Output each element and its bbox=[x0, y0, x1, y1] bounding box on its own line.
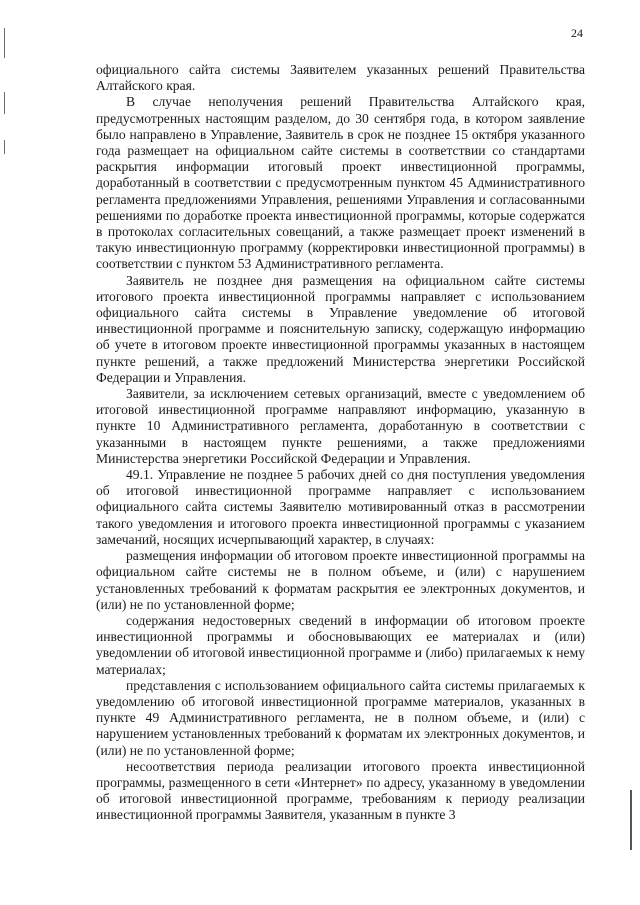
list-item: несоответствия периода реализации итогового проекта инвестиционной программы, размещенного в сети «Интернет» по адресу, указанному в уведомлении об итоговой инвестиционной программе, требованиям к периоду реализации инвестиционной программы Заявителя, указанным в пункте 3 bbox=[96, 758, 585, 823]
scan-edge-mark bbox=[4, 28, 5, 58]
page-number: 24 bbox=[571, 26, 583, 40]
list-item: содержания недостоверных сведений в информации об итоговом проекте инвестиционной программы и обосновывающих ее материалах и (или) уведомлении об итоговой инвестиционной программе и (либо) прилагаемых к нему материалах; bbox=[96, 612, 585, 677]
scan-edge-mark bbox=[4, 140, 5, 154]
list-item: размещения информации об итоговом проекте инвестиционной программы на официальном сайте системы не в полном объеме, и (или) с нарушением установленных требований к форматам раскрытия ее электронных документов, и (или) не по установленной форме; bbox=[96, 548, 585, 612]
paragraph: Заявитель не позднее дня размещения на официальном сайте системы итогового проекта инвестиционной программы направляет с использованием официального сайта системы в Управление уведомление об итоговой инвестиционной программе и пояснительную записку, содержащую информацию об учете в итоговом проекте инвестиционной программы указанных в настоящем пункте решений, а также предложений Министерства энергетики Российской Федерации и Управления. bbox=[96, 272, 585, 385]
paragraph-continuation: официального сайта системы Заявителем указанных решений Правительства Алтайского края. bbox=[96, 62, 585, 94]
scan-edge-mark bbox=[4, 92, 5, 114]
paragraph-clause-49-1: 49.1. Управление не позднее 5 рабочих дней со дня поступления уведомления об итоговой инвестиционной программе направляет с использованием официального сайта системы Заявителю мотивированный отказ в рассмотрении такого уведомления и итогового проекта инвестиционной программы с указанием замечаний, носящих исчерпывающий характер, в случаях: bbox=[96, 467, 585, 547]
document-body bbox=[96, 62, 585, 824]
scan-edge-mark bbox=[630, 790, 632, 850]
paragraph: Заявители, за исключением сетевых организаций, вместе с уведомлением об итоговой инвестиционной программе направляют информацию, указанную в пункте 10 Административного регламента, доработанную в соответствии с указанными в настоящем пункте решениями, а также предложениями Министерства энергетики Российской Федерации и Управления. bbox=[96, 386, 585, 466]
list-item: представления с использованием официального сайта системы прилагаемых к уведомлению об итоговой инвестиционной программе материалов, указанных в пункте 49 Административного регламента, не в полном объеме, и (или) с нарушением установленных требований к форматам их электронных документов, и (или) не по установленной форме; bbox=[96, 677, 585, 758]
paragraph: В случае неполучения решений Правительства Алтайского края, предусмотренных настоящим разделом, до 30 сентября года, в котором заявление было направлено в Управление, Заявитель в срок не позднее 15 октября указанного года размещает на официальном сайте системы в соответствии со стандартами раскрытия информации итоговый проект инвестиционной программы, доработанный в соответствии с предусмотренным пунктом 45 Административного регламента предложениями Управления, решениями Управления и согласованными решениями по доработке проекта инвестиционной программы, которые содержатся в протоколах согласительных совещаний, а также размещает проект изменений в такую инвестиционную программу (корректировки инвестиционной программы) в соответствии с пунктом 53 Административного регламента. bbox=[96, 94, 585, 272]
